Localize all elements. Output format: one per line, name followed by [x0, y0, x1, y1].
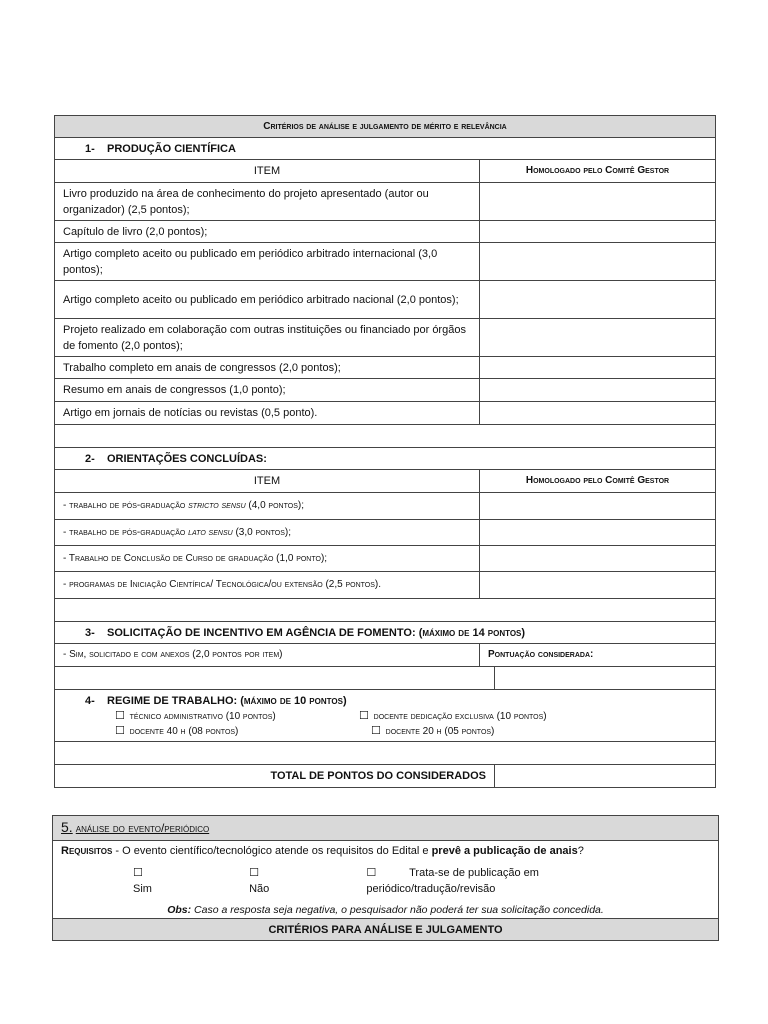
section2-heading — [55, 448, 716, 470]
checkbox-icon[interactable]: ☐ — [359, 709, 369, 722]
section1-heading — [55, 138, 716, 160]
section5-number: 5. — [61, 819, 73, 835]
option-tecnico[interactable]: ☐ técnico administrativo (10 pontos) — [115, 709, 276, 722]
checkbox-icon[interactable]: ☐ — [366, 867, 377, 879]
score-input-cell[interactable] — [495, 667, 716, 690]
table-row — [55, 379, 716, 402]
homologado-cell[interactable] — [480, 546, 716, 572]
table-row — [55, 493, 716, 520]
homologado-cell[interactable] — [480, 221, 716, 243]
item-text: - Trabalho de Conclusão de Curso de graduação (1,0 ponto); — [55, 546, 480, 572]
section5-body: Requisitos - O evento científico/tecnológico atende os requisitos do Edital e prevê a publicação de anais? ☐ Sim ☐ Não ☐ Trata-se de publicação em periódico/tradução/revisão Obs: Caso a resposta seja negativa, o pesquisador não poderá ter sua solicitação concedida. — [53, 841, 719, 919]
option-periodico[interactable]: ☐ Trata-se de publicação em periódico/tradução/revisão — [366, 867, 539, 895]
requirements-text: - O evento científico/tecnológico atende os requisitos do Edital e — [112, 845, 432, 857]
homologado-cell[interactable] — [480, 493, 716, 520]
section1-number: 1- — [85, 142, 95, 155]
section3-item: - Sim, solicitado e com anexos (2,0 pontos por item) — [55, 644, 480, 667]
checkbox-icon[interactable]: ☐ — [115, 709, 125, 722]
section5-heading — [53, 816, 719, 841]
homologado-cell[interactable] — [480, 281, 716, 319]
homologado-cell[interactable] — [480, 572, 716, 599]
option-nao[interactable]: ☐ Não — [249, 867, 270, 895]
section3-subtitle: (máximo de 14 pontos) — [418, 626, 526, 639]
table-row — [55, 357, 716, 379]
option-docente-20h[interactable]: ☐ docente 20 h (05 pontos) — [371, 724, 495, 737]
total-label: TOTAL DE PONTOS DO CONSIDERADOS — [55, 765, 495, 788]
item-text: Artigo completo aceito ou publicado em periódico arbitrado nacional (2,0 pontos); — [55, 281, 480, 319]
section4-cell — [55, 690, 716, 742]
table-row — [55, 221, 716, 243]
table-row — [55, 281, 716, 319]
item-header: ITEM — [55, 160, 480, 183]
section3-title: SOLICITAÇÃO DE INCENTIVO EM AGÊNCIA DE FOMENTO: — [107, 626, 416, 639]
item-text: Artigo em jornais de notícias ou revistas (0,5 ponto). — [55, 402, 480, 425]
table-row — [55, 319, 716, 357]
option-docente-40h[interactable]: ☐ docente 40 h (08 pontos) — [115, 724, 239, 737]
table-row — [55, 402, 716, 425]
homologado-cell[interactable] — [480, 243, 716, 281]
section5-title: análise do evento/periódico — [75, 821, 210, 835]
item-text: - trabalho de pós-graduação stricto sensu (4,0 pontos); — [55, 493, 480, 520]
section4-subtitle: (máximo de 10 pontos) — [240, 694, 347, 707]
homologado-cell[interactable] — [480, 183, 716, 221]
homologado-cell[interactable] — [480, 357, 716, 379]
section3-left-cell — [55, 667, 495, 690]
homologado-cell[interactable] — [480, 402, 716, 425]
homologado-cell[interactable] — [480, 319, 716, 357]
item-text: Artigo completo aceito ou publicado em periódico arbitrado internacional (3,0 pontos); — [55, 243, 480, 281]
item-text: Capítulo de livro (2,0 pontos); — [55, 221, 480, 243]
section2-number: 2- — [85, 452, 95, 465]
homologado-header: Homologado pelo Comitê Gestor — [480, 160, 716, 183]
table-row — [55, 546, 716, 572]
criteria-footer: CRITÉRIOS PARA ANÁLISE E JULGAMENTO — [53, 919, 719, 941]
checkbox-icon[interactable]: ☐ — [371, 724, 381, 737]
total-input-cell[interactable] — [495, 765, 716, 788]
section2-title: ORIENTAÇÕES CONCLUÍDAS: — [107, 452, 267, 465]
option-sim[interactable]: ☐ Sim — [133, 867, 152, 895]
score-label: Pontuação considerada: — [480, 644, 716, 667]
requirements-label: Requisitos — [61, 845, 113, 857]
spacer-row — [55, 599, 716, 622]
criteria-title: Critérios de análise e julgamento de mérito e relevância — [55, 116, 716, 138]
section3-number: 3- — [85, 626, 95, 639]
criteria-table — [54, 115, 716, 788]
homologado-cell[interactable] — [480, 379, 716, 402]
section4-number: 4- — [85, 694, 95, 707]
homologado-cell[interactable] — [480, 520, 716, 546]
requirements-bold: prevê a publicação de anais — [431, 845, 578, 857]
checkbox-icon[interactable]: ☐ — [133, 867, 143, 879]
spacer-row — [55, 742, 716, 765]
table-row — [55, 520, 716, 546]
table-row — [55, 243, 716, 281]
homologado-header: Homologado pelo Comitê Gestor — [480, 470, 716, 493]
option-dedicacao-exclusiva[interactable]: ☐ docente dedicação exclusiva (10 pontos) — [359, 709, 547, 722]
section3-heading — [55, 622, 716, 644]
section1-title: PRODUÇÃO CIENTÍFICA — [107, 142, 236, 155]
checkbox-icon[interactable]: ☐ — [249, 867, 259, 879]
item-text: Resumo em anais de congressos (1,0 ponto); — [55, 379, 480, 402]
obs-text: Caso a resposta seja negativa, o pesquisador não poderá ter sua solicitação concedida. — [191, 904, 604, 916]
item-text: - programas de Iniciação Científica/ Tecnológica/ou extensão (2,5 pontos). — [55, 572, 480, 599]
checkbox-icon[interactable]: ☐ — [115, 724, 125, 737]
obs-label: Obs: — [167, 904, 192, 916]
item-text: Livro produzido na área de conhecimento do projeto apresentado (autor ou organizador) (2,5 pontos); — [55, 183, 480, 221]
spacer-row — [55, 425, 716, 448]
table-row — [55, 183, 716, 221]
event-analysis-table — [52, 815, 719, 941]
section4-title: REGIME DE TRABALHO: — [107, 694, 238, 707]
item-text: - trabalho de pós-graduação lato sensu (3,0 pontos); — [55, 520, 480, 546]
item-text: Projeto realizado em colaboração com outras instituições ou financiado por órgãos de fomento (2,0 pontos); — [55, 319, 480, 357]
table-row — [55, 572, 716, 599]
item-text: Trabalho completo em anais de congressos (2,0 pontos); — [55, 357, 480, 379]
item-header: ITEM — [55, 470, 480, 493]
